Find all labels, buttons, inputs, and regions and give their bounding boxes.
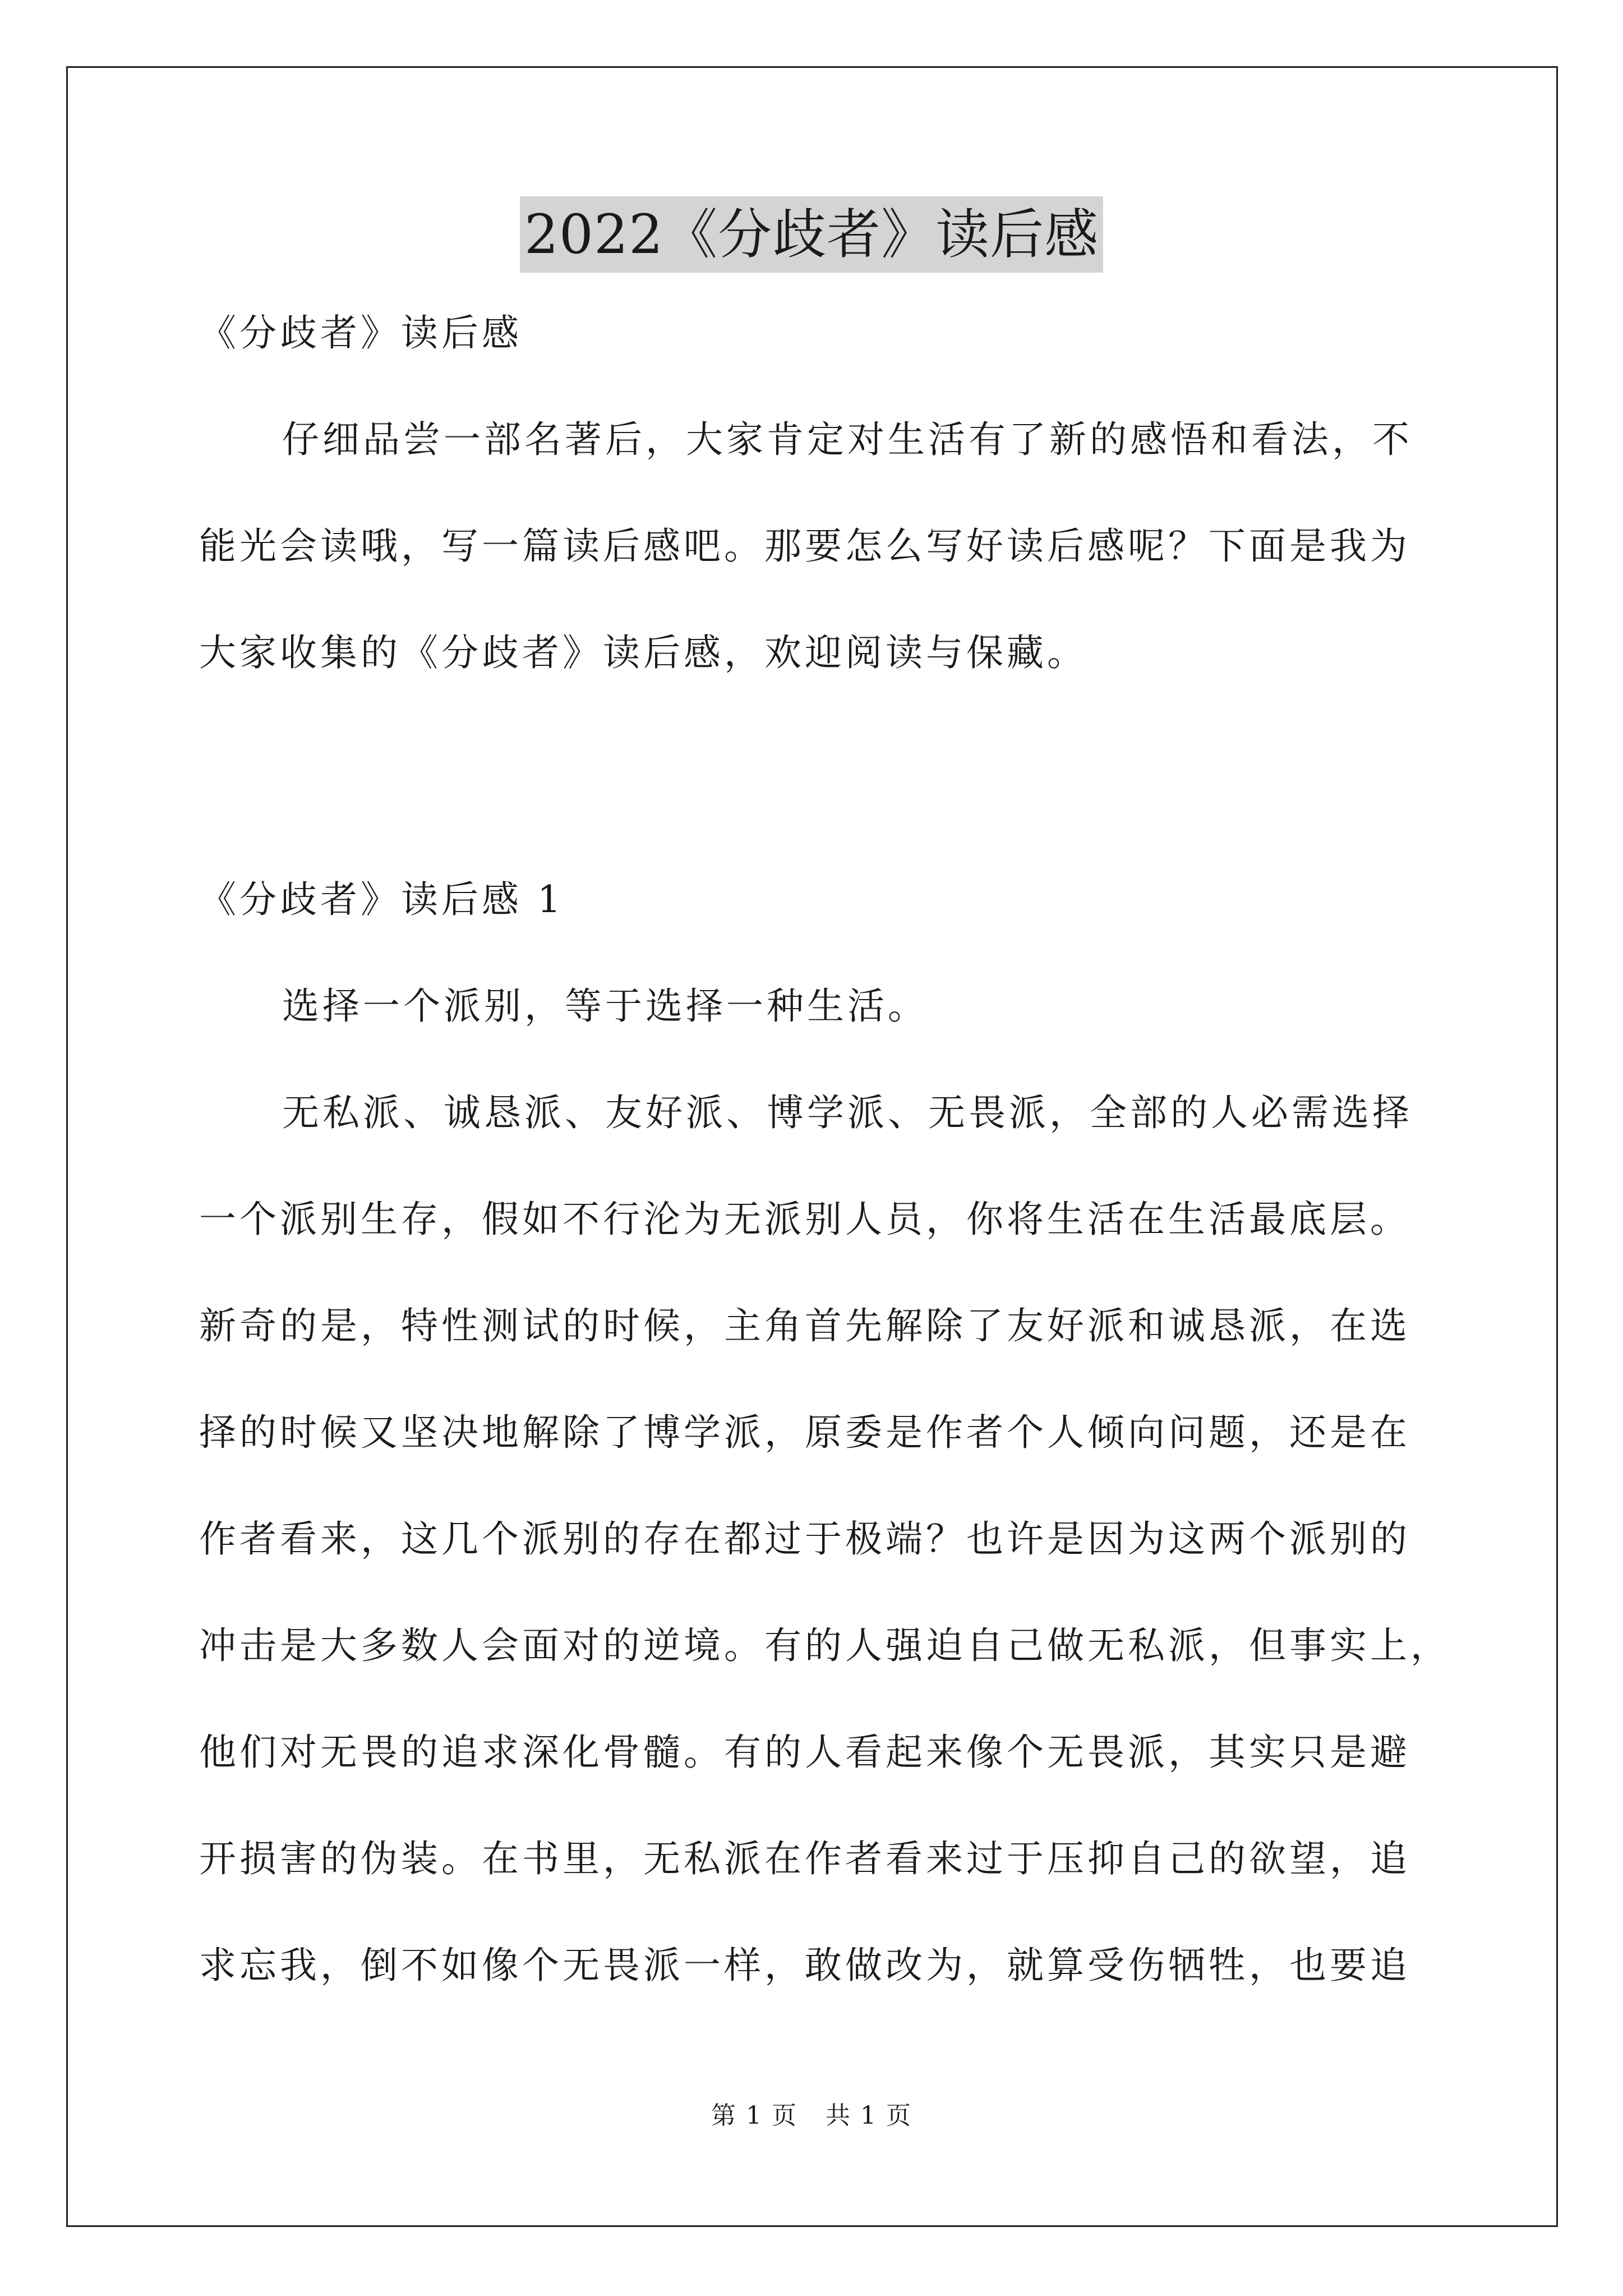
section1-p2-line-3: 新奇的是，特性测试的时候，主角首先解除了友好派和诚恳派，在选 <box>199 1304 1410 1347</box>
intro-line-2: 能光会读哦，写一篇读后感吧。那要怎么写好读后感呢？下面是我为 <box>199 524 1410 568</box>
section1-p2-line-8: 开损害的伪装。在书里，无私派在作者看来过于压抑自己的欲望，追 <box>199 1837 1410 1880</box>
section1-heading: 《分歧者》读后感 1 <box>199 878 564 921</box>
section1-p2-line-1: 无私派、诚恳派、友好派、博学派、无畏派，全部的人必需选择 <box>282 1091 1413 1134</box>
intro-heading: 《分歧者》读后感 <box>199 311 522 355</box>
page-total: 共 1 页 <box>826 2101 912 2130</box>
intro-line-3: 大家收集的《分歧者》读后感，欢迎阅读与保藏。 <box>199 631 1087 674</box>
section1-p2-line-4: 择的时候又坚决地解除了博学派，原委是作者个人倾向问题，还是在 <box>199 1411 1410 1454</box>
title-wrap <box>0 196 1623 273</box>
page-number: 第 1 页 <box>711 2101 797 2130</box>
section1-p2-line-6: 冲击是大多数人会面对的逆境。有的人强迫自己做无私派，但事实上， <box>199 1624 1451 1667</box>
document-title: 2022《分歧者》读后感 <box>520 196 1103 273</box>
section1-p2-line-9: 求忘我，倒不如像个无畏派一样，敢做改为，就算受伤牺牲，也要追 <box>199 1944 1410 1987</box>
section1-paragraph-1: 选择一个派别，等于选择一种生活。 <box>282 984 928 1028</box>
page-border <box>66 66 1558 2227</box>
page-footer <box>0 2095 1623 2131</box>
intro-line-1: 仔细品尝一部名著后，大家肯定对生活有了新的感悟和看法，不 <box>282 418 1413 461</box>
section1-p2-line-2: 一个派别生存，假如不行沦为无派别人员，你将生活在生活最底层。 <box>199 1198 1410 1241</box>
section1-p2-line-5: 作者看来，这几个派别的存在都过于极端？也许是因为这两个派别的 <box>199 1517 1410 1561</box>
section1-p2-line-7: 他们对无畏的追求深化骨髓。有的人看起来像个无畏派，其实只是避 <box>199 1731 1410 1774</box>
